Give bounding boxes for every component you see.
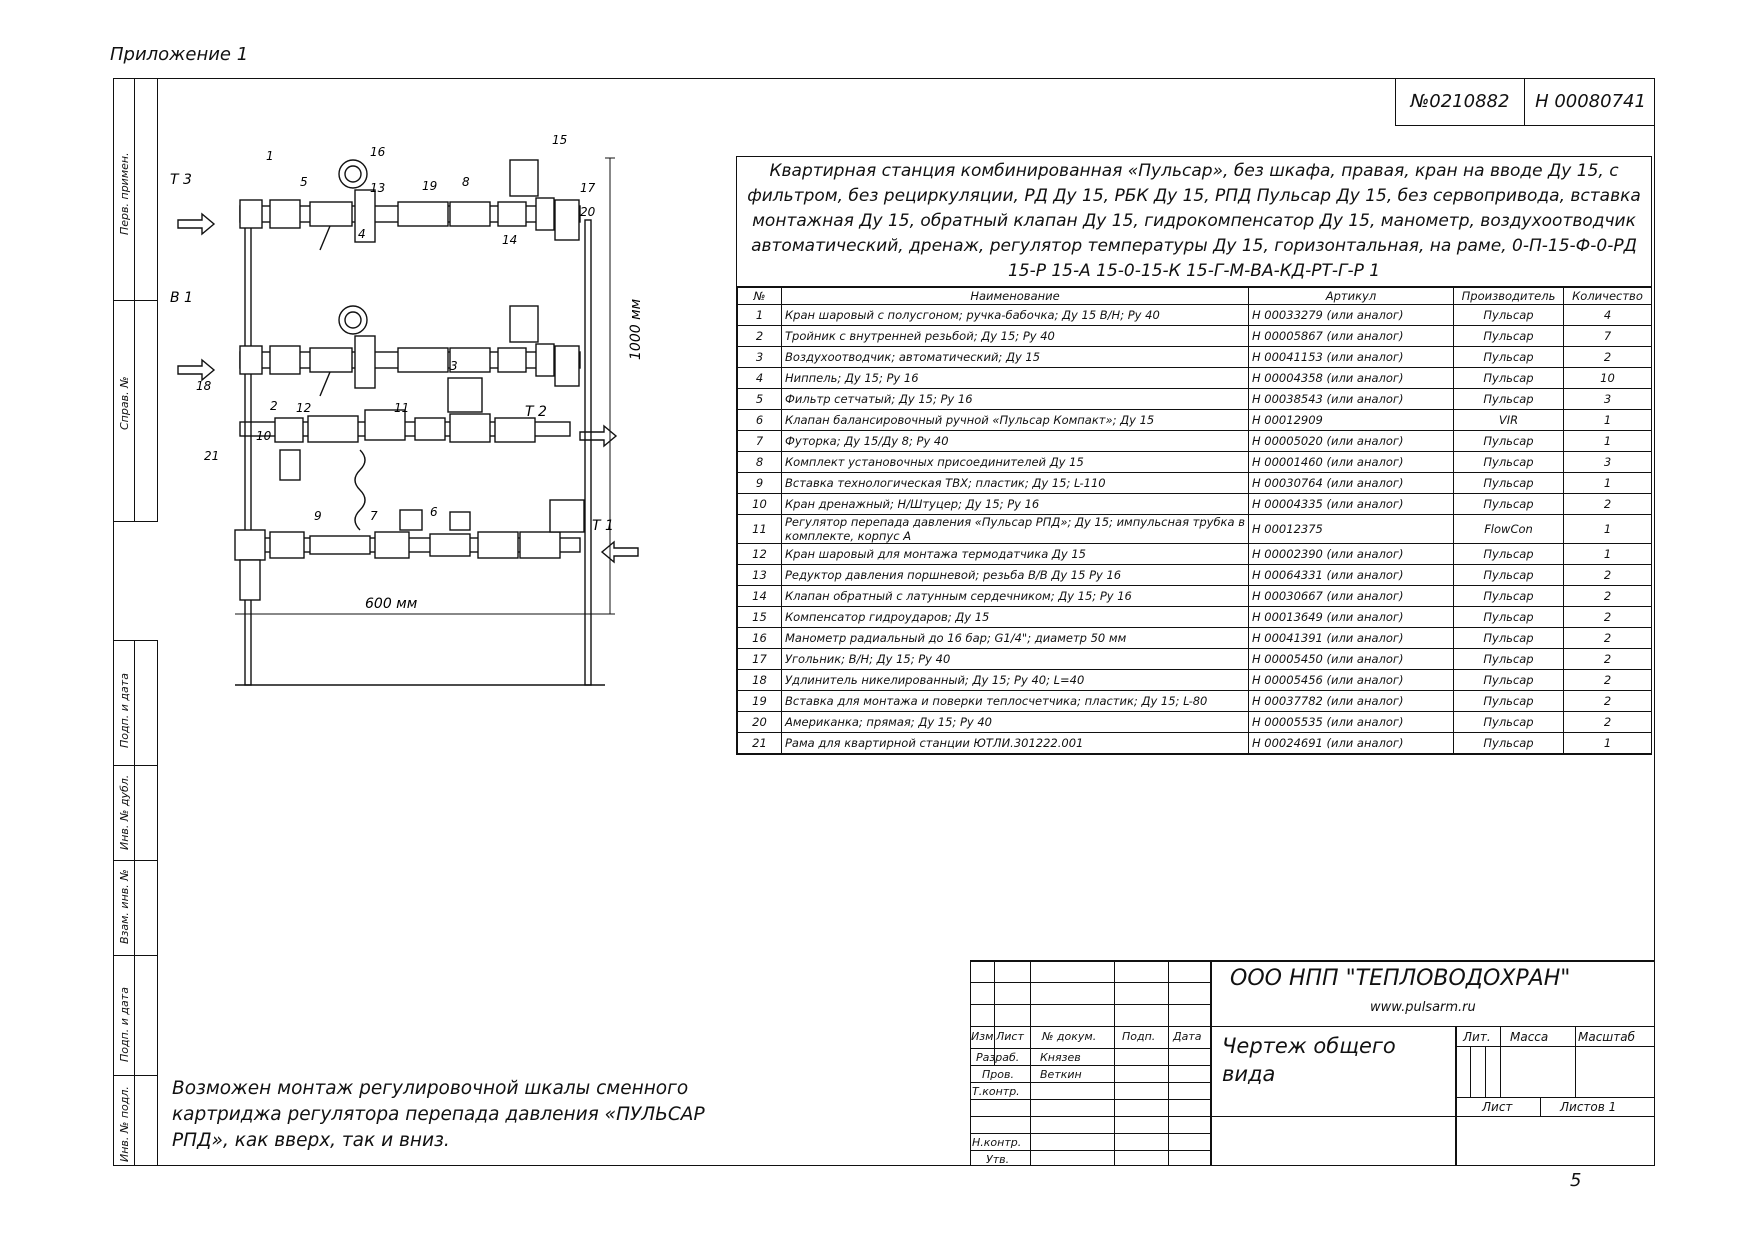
part-article: Н 00004335 (или аналог): [1249, 494, 1454, 515]
tb-row-razrab: Разраб.: [976, 1051, 1020, 1064]
part-article: Н 00005535 (или аналог): [1249, 712, 1454, 733]
part-number: 20: [738, 712, 782, 733]
tb-name-prov: Веткин: [1040, 1068, 1082, 1081]
part-article: Н 00005456 (или аналог): [1249, 670, 1454, 691]
tb-line: [1575, 1026, 1576, 1097]
part-article: Н 00033279 (или аналог): [1249, 305, 1454, 326]
station-diagram: [160, 120, 720, 700]
table-row: [738, 565, 1652, 586]
flow-label-t1: Т 1: [592, 518, 614, 534]
part-name: Фильтр сетчатый; Ду 15; Ру 16: [782, 389, 1249, 410]
part-number: 1: [738, 305, 782, 326]
tb-massa: Масса: [1510, 1030, 1549, 1044]
tb-hdr-list: Лист: [996, 1030, 1024, 1043]
part-name: Ниппель; Ду 15; Ру 16: [782, 368, 1249, 389]
callout-15: 15: [552, 133, 568, 147]
part-quantity: 4: [1564, 305, 1652, 326]
part-number: 19: [738, 691, 782, 712]
part-number: 4: [738, 368, 782, 389]
part-quantity: 7: [1564, 326, 1652, 347]
table-row: [738, 515, 1652, 544]
part-quantity: 1: [1564, 410, 1652, 431]
part-name: Кран шаровый для монтажа термодатчика Ду 15: [782, 544, 1249, 565]
part-manufacturer: Пульсар: [1454, 670, 1564, 691]
tb-hdr-izm: Изм: [971, 1030, 994, 1043]
col-header-manufacturer: Производитель: [1454, 288, 1564, 305]
tb-hdr-ndoc: № докум.: [1042, 1030, 1097, 1043]
table-row: [738, 431, 1652, 452]
tb-line: [1210, 960, 1212, 1166]
doc-title: Чертеж общего вида: [1222, 1034, 1396, 1086]
side-label: Подп. и дата: [118, 673, 131, 748]
part-quantity: 2: [1564, 670, 1652, 691]
mounting-note: Возможен монтаж регулировочной шкалы сменного картриджа регулятора перепада давления «ПУЛЬСАР РПД», как вверх, так и вниз.: [172, 1078, 705, 1151]
tb-line: [1168, 960, 1169, 1166]
tb-line: [970, 982, 1210, 983]
part-article: Н 00030764 (или аналог): [1249, 473, 1454, 494]
part-manufacturer: VIR: [1454, 410, 1564, 431]
part-name: Компенсатор гидроударов; Ду 15: [782, 607, 1249, 628]
part-number: 3: [738, 347, 782, 368]
margin-divider: [113, 1075, 158, 1076]
part-quantity: 2: [1564, 649, 1652, 670]
part-article: Н 00005450 (или аналог): [1249, 649, 1454, 670]
col-header-quantity: Количество: [1564, 288, 1652, 305]
frame-post-left: [245, 220, 251, 685]
table-row: [738, 544, 1652, 565]
part-name: Рама для квартирной станции ЮТЛИ.301222.001: [782, 733, 1249, 754]
part-quantity: 2: [1564, 607, 1652, 628]
part-manufacturer: Пульсар: [1454, 565, 1564, 586]
tb-line: [970, 1004, 1210, 1005]
tb-line: [1455, 1097, 1655, 1098]
table-row: [738, 368, 1652, 389]
tb-line: [1485, 1046, 1486, 1097]
flow-label-b1: В 1: [170, 290, 193, 306]
part-name: Угольник; В/Н; Ду 15; Ру 40: [782, 649, 1249, 670]
part-quantity: 1: [1564, 431, 1652, 452]
part-article: Н 00038543 (или аналог): [1249, 389, 1454, 410]
callout-18: 18: [196, 379, 212, 393]
part-number: 13: [738, 565, 782, 586]
pipeline-t3: [240, 160, 580, 250]
tb-line: [970, 1116, 1655, 1117]
part-article: Н 00005867 (или аналог): [1249, 326, 1454, 347]
part-manufacturer: FlowCon: [1454, 515, 1564, 544]
part-article: Н 00030667 (или аналог): [1249, 586, 1454, 607]
tb-line: [970, 960, 971, 1166]
part-article: Н 00064331 (или аналог): [1249, 565, 1454, 586]
part-article: Н 00041153 (или аналог): [1249, 347, 1454, 368]
part-manufacturer: Пульсар: [1454, 452, 1564, 473]
callout-8: 8: [462, 175, 470, 189]
specification: [736, 156, 1652, 755]
part-manufacturer: Пульсар: [1454, 607, 1564, 628]
table-row: [738, 452, 1652, 473]
part-name: Вставка технологическая ТВХ; пластик; Ду 15; L-110: [782, 473, 1249, 494]
tb-line: [1500, 1026, 1501, 1097]
table-row: [738, 410, 1652, 431]
part-number: 14: [738, 586, 782, 607]
margin-divider: [113, 300, 158, 301]
part-article: Н 00037782 (или аналог): [1249, 691, 1454, 712]
part-name: Футорка; Ду 15/Ду 8; Ру 40: [782, 431, 1249, 452]
part-name: Редуктор давления поршневой; резьба В/В Ду 15 Ру 16: [782, 565, 1249, 586]
part-number: 7: [738, 431, 782, 452]
dim-label-height: 1000 мм: [628, 298, 644, 360]
part-name: Воздухоотводчик; автоматический; Ду 15: [782, 347, 1249, 368]
callout-2: 2: [270, 399, 278, 413]
part-name: Кран дренажный; Н/Штуцер; Ду 15; Ру 16: [782, 494, 1249, 515]
part-quantity: 2: [1564, 565, 1652, 586]
part-quantity: 2: [1564, 628, 1652, 649]
part-manufacturer: Пульсар: [1454, 368, 1564, 389]
part-number: 8: [738, 452, 782, 473]
part-manufacturer: Пульсар: [1454, 691, 1564, 712]
tb-line: [970, 1065, 1210, 1066]
tb-line: [1470, 1046, 1471, 1097]
part-manufacturer: Пульсар: [1454, 389, 1564, 410]
part-number: 10: [738, 494, 782, 515]
part-quantity: 2: [1564, 347, 1652, 368]
table-row: [738, 473, 1652, 494]
part-quantity: 1: [1564, 473, 1652, 494]
appendix-label: Приложение 1: [110, 44, 249, 65]
part-name: Клапан обратный с латунным сердечником; Ду 15; Ру 16: [782, 586, 1249, 607]
part-name: Регулятор перепада давления «Пульсар РПД»; Ду 15; импульсная трубка в комплекте, корпус А: [782, 515, 1249, 544]
tb-lit: Лит.: [1463, 1030, 1491, 1044]
tb-sheet: Лист: [1482, 1100, 1513, 1114]
part-number: 21: [738, 733, 782, 754]
table-row: [738, 586, 1652, 607]
table-row: [738, 305, 1652, 326]
tb-line: [994, 960, 995, 1065]
part-quantity: 2: [1564, 712, 1652, 733]
tb-line: [1114, 960, 1115, 1166]
part-manufacturer: Пульсар: [1454, 347, 1564, 368]
part-article: Н 00024691 (или аналог): [1249, 733, 1454, 754]
part-manufacturer: Пульсар: [1454, 628, 1564, 649]
table-row: [738, 326, 1652, 347]
flow-label-t2: Т 2: [525, 404, 547, 420]
company-website: www.pulsarm.ru: [1370, 1000, 1476, 1015]
parts-table-body: [738, 305, 1652, 754]
callout-5: 5: [300, 175, 308, 189]
part-number: 15: [738, 607, 782, 628]
part-manufacturer: Пульсар: [1454, 326, 1564, 347]
callout-14: 14: [502, 233, 518, 247]
callout-21: 21: [204, 449, 220, 463]
callout-13: 13: [370, 181, 386, 195]
frame-post-right: [585, 220, 591, 685]
part-manufacturer: Пульсар: [1454, 733, 1564, 754]
part-number: 16: [738, 628, 782, 649]
callout-3: 3: [450, 359, 458, 373]
tb-masshtab: Масштаб: [1578, 1030, 1636, 1044]
part-article: Н 00041391 (или аналог): [1249, 628, 1454, 649]
side-label: Перв. примен.: [118, 152, 131, 235]
part-quantity: 1: [1564, 733, 1652, 754]
callout-17: 17: [580, 181, 596, 195]
tb-line: [970, 1082, 1210, 1083]
title-block: [970, 960, 1655, 1166]
part-name: Клапан балансировочный ручной «Пульсар Компакт»; Ду 15: [782, 410, 1249, 431]
tb-row-prov: Пров.: [982, 1068, 1014, 1081]
part-number: 2: [738, 326, 782, 347]
callout-7: 7: [370, 509, 378, 523]
table-row: [738, 649, 1652, 670]
part-name: Вставка для монтажа и поверки теплосчетчика; пластик; Ду 15; L-80: [782, 691, 1249, 712]
side-label: Справ. №: [118, 376, 131, 430]
manometer-b1: [339, 306, 367, 334]
tb-line: [970, 1133, 1210, 1134]
arrow-b1: [178, 360, 214, 380]
part-manufacturer: Пульсар: [1454, 431, 1564, 452]
table-row: [738, 628, 1652, 649]
tb-line: [970, 1048, 1210, 1049]
part-number: 5: [738, 389, 782, 410]
tb-row-utv: Утв.: [986, 1153, 1010, 1166]
tb-line: [970, 1026, 1655, 1027]
manometer-t3: [339, 160, 367, 188]
company-name: ООО НПП "ТЕПЛОВОДОХРАН": [1230, 966, 1571, 991]
part-article: Н 00012909: [1249, 410, 1454, 431]
callout-16: 16: [370, 145, 386, 159]
col-header-article: Артикул: [1249, 288, 1454, 305]
callout-20: 20: [580, 205, 596, 219]
margin-divider: [113, 765, 158, 766]
part-name: Комплект установочных присоединителей Ду 15: [782, 452, 1249, 473]
callout-10: 10: [256, 429, 272, 443]
part-manufacturer: Пульсар: [1454, 544, 1564, 565]
callout-6: 6: [430, 505, 438, 519]
page-number: 5: [1570, 1170, 1582, 1191]
part-quantity: 10: [1564, 368, 1652, 389]
flow-label-t3: Т 3: [170, 172, 192, 188]
part-number: 6: [738, 410, 782, 431]
table-row: [738, 670, 1652, 691]
side-label: Взам. инв. №: [118, 869, 131, 944]
pipeline-b1: [240, 306, 580, 396]
table-row: [738, 733, 1652, 754]
table-row: [738, 691, 1652, 712]
tb-line: [1540, 1097, 1541, 1116]
part-article: Н 00001460 (или аналог): [1249, 452, 1454, 473]
table-row: [738, 347, 1652, 368]
dim-label-width: 600 мм: [365, 596, 418, 612]
part-quantity: 2: [1564, 691, 1652, 712]
callout-12: 12: [296, 401, 312, 415]
table-row: [738, 389, 1652, 410]
doc-number: №0210882: [1396, 78, 1525, 126]
tb-hdr-podp: Подп.: [1122, 1030, 1156, 1043]
arrow-t3: [178, 214, 214, 234]
part-quantity: 2: [1564, 586, 1652, 607]
part-quantity: 3: [1564, 452, 1652, 473]
tb-hdr-data: Дата: [1173, 1030, 1202, 1043]
side-label: Инв. № дубл.: [118, 774, 131, 850]
tb-name-razrab: Князев: [1040, 1051, 1081, 1064]
table-row: [738, 607, 1652, 628]
pipeline-t1: [235, 500, 584, 600]
part-number: 17: [738, 649, 782, 670]
part-manufacturer: Пульсар: [1454, 494, 1564, 515]
margin-divider: [113, 955, 158, 956]
callout-11: 11: [394, 401, 410, 415]
part-name: Тройник с внутренней резьбой; Ду 15; Ру 40: [782, 326, 1249, 347]
part-article: Н 00013649 (или аналог): [1249, 607, 1454, 628]
part-quantity: 1: [1564, 544, 1652, 565]
part-manufacturer: Пульсар: [1454, 712, 1564, 733]
part-name: Манометр радиальный до 16 бар; G1/4"; диаметр 50 мм: [782, 628, 1249, 649]
callout-1: 1: [266, 149, 274, 163]
part-number: 9: [738, 473, 782, 494]
tb-line: [1030, 960, 1031, 1166]
col-header-num: №: [738, 288, 782, 305]
callout-9: 9: [314, 509, 322, 523]
side-label: Инв. № подл.: [118, 1086, 131, 1162]
part-number: 18: [738, 670, 782, 691]
tb-line: [1455, 1026, 1457, 1166]
tb-sheets: Листов 1: [1560, 1100, 1617, 1114]
part-number: 12: [738, 544, 782, 565]
part-quantity: 2: [1564, 494, 1652, 515]
table-row: [738, 712, 1652, 733]
part-manufacturer: Пульсар: [1454, 473, 1564, 494]
tb-line: [970, 1150, 1210, 1151]
margin-divider: [113, 860, 158, 861]
part-manufacturer: Пульсар: [1454, 649, 1564, 670]
doc-number-box: [1395, 78, 1655, 126]
part-manufacturer: Пульсар: [1454, 586, 1564, 607]
part-name: Удлинитель никелированный; Ду 15; Ру 40; L=40: [782, 670, 1249, 691]
callout-19: 19: [422, 179, 438, 193]
part-quantity: 3: [1564, 389, 1652, 410]
arrow-t1: [602, 542, 638, 562]
part-article: Н 00002390 (или аналог): [1249, 544, 1454, 565]
part-article: Н 00004358 (или аналог): [1249, 368, 1454, 389]
part-name: Кран шаровый с полусгоном; ручка-бабочка; Ду 15 В/Н; Ру 40: [782, 305, 1249, 326]
tb-row-tkontr: Т.контр.: [972, 1085, 1020, 1098]
part-article: Н 00012375: [1249, 515, 1454, 544]
part-article: Н 00005020 (или аналог): [1249, 431, 1454, 452]
part-manufacturer: Пульсар: [1454, 305, 1564, 326]
tb-line: [970, 1099, 1210, 1100]
parts-table: [737, 287, 1652, 754]
part-name: Американка; прямая; Ду 15; Ру 40: [782, 712, 1249, 733]
part-quantity: 1: [1564, 515, 1652, 544]
table-row: [738, 494, 1652, 515]
col-header-name: Наименование: [782, 288, 1249, 305]
doc-code: Н 00080741: [1535, 91, 1646, 112]
callout-4: 4: [358, 227, 366, 241]
part-number: 11: [738, 515, 782, 544]
tb-row-nkontr: Н.контр.: [972, 1136, 1022, 1149]
tb-line: [970, 960, 1655, 962]
spec-title: Квартирная станция комбинированная «Пульсар», без шкафа, правая, кран на вводе Ду 15, с фильтром, без рециркуляции, РД Ду 15, РБК Ду 15, РПД Пульсар Ду 15, без сервопривода, вставка монтажная Ду 15, обратный клапан Ду 15, гидрокомпенсатор Ду 15, манометр, воздухоотводчик автоматический, дренаж, регулятор температуры Ду 15, горизонтальная, на раме, 0-П-15-Ф-0-РД 15-Р 15-А 15-0-15-К 15-Г-М-ВА-КД-РТ-Г-Р 1: [737, 157, 1651, 287]
side-label: Подп. и дата: [118, 987, 131, 1062]
